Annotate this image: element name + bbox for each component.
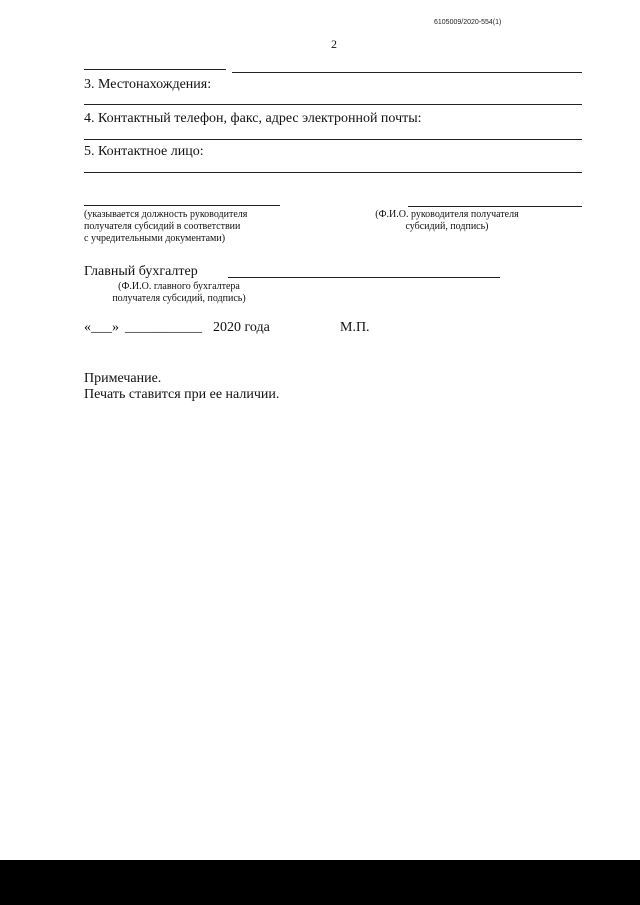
- document-id: 6105009/2020-554(1): [434, 19, 502, 26]
- stamp-place: М.П.: [340, 320, 370, 335]
- field-contacts-label: 4. Контактный телефон, факс, адрес электронной почты:: [84, 111, 422, 126]
- chief-accountant-label: Главный бухгалтер: [84, 264, 198, 279]
- head-name-line: [408, 206, 582, 207]
- field-location-label: 3. Местонахождения:: [84, 77, 212, 92]
- date-year: 2020 года: [213, 320, 270, 335]
- field-contacts-line: [84, 139, 582, 140]
- head-position-caption: (указывается должность руководителя получателя субсидий в соответствии с учредительными документами): [84, 209, 248, 244]
- note-text: Печать ставится при ее наличии.: [84, 387, 280, 402]
- date-month-blank: ___________: [125, 320, 202, 335]
- note-title: Примечание.: [84, 371, 162, 386]
- page-number: 2: [331, 37, 337, 51]
- date-day-blank: «___»: [84, 320, 119, 335]
- head-name-caption: (Ф.И.О. руководителя получателя субсидий, подпись): [375, 209, 519, 232]
- scan-bottom-border: [0, 860, 640, 905]
- field-contact-person-label: 5. Контактное лицо:: [84, 144, 204, 159]
- head-position-line: [84, 205, 280, 206]
- field-contact-person-line: [84, 172, 582, 173]
- chief-accountant-caption: (Ф.И.О. главного бухгалтера получателя субсидий, подпись): [112, 281, 246, 304]
- rule-top-right: [232, 72, 582, 73]
- rule-top-left: [84, 69, 226, 70]
- chief-accountant-line: [228, 277, 500, 278]
- field-location-line: [84, 104, 582, 105]
